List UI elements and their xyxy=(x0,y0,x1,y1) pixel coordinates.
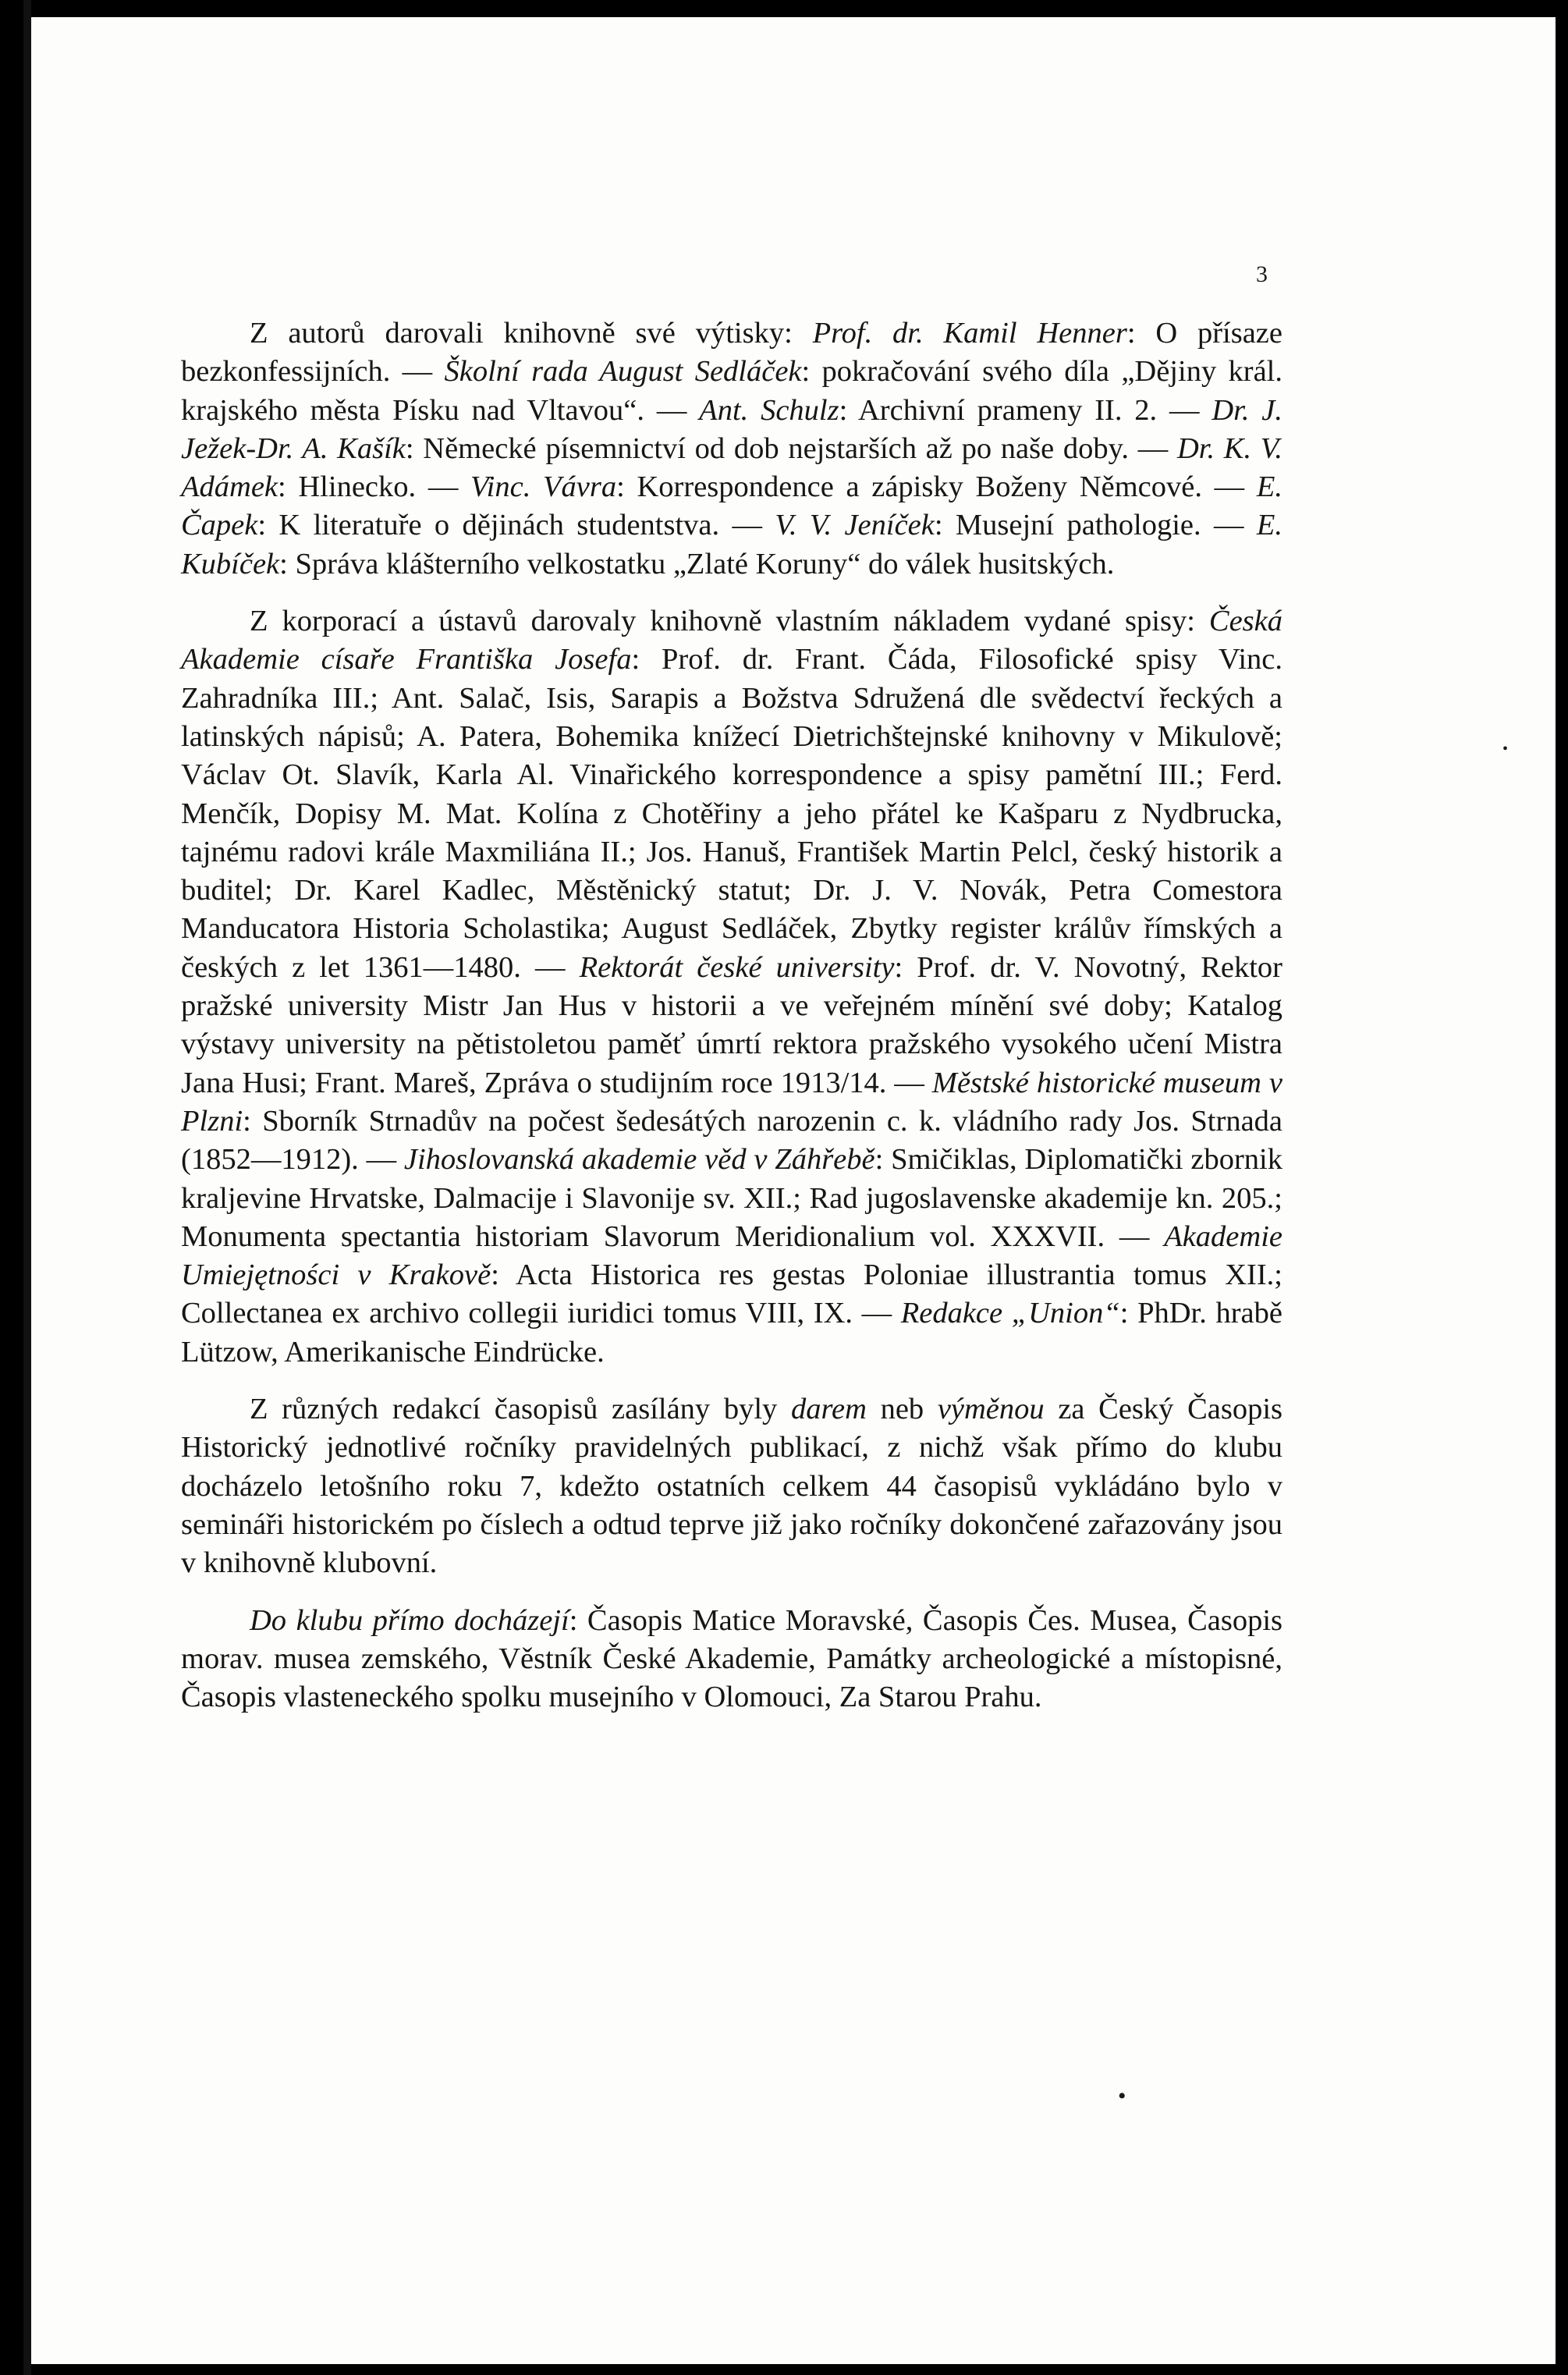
italic-text-run: Redakce „Union“ xyxy=(900,1297,1120,1330)
text-run: Z autorů darovali knihovně své výtisky: xyxy=(250,317,813,350)
text-run: Z různých redakcí časopisů zasílány byly xyxy=(250,1393,791,1426)
italic-text-run: Městské historické museum v Plzni xyxy=(181,1066,1282,1138)
text-run: : Hlinecko. — xyxy=(278,470,471,504)
italic-text-run: Česká Akademie císaře Františka Josefa xyxy=(181,605,1282,676)
italic-text-run: Dr. J. Ježek-Dr. A. Kašík xyxy=(181,393,1283,465)
text-run: : Smičiklas, Diplomatički zbornik kraljevine Hrvatske, Dalmacije i Slavonije sv. XII.; Rad jugoslavenske akademije kn. 205.; Monumenta spectantia historiam Slavorum Meridionalium vol. XXXVII. — xyxy=(181,1143,1282,1253)
paragraph-journals-direct xyxy=(181,1602,1282,1717)
paragraph-journal-exchange xyxy=(181,1390,1282,1582)
margin-dot-mark: • xyxy=(1502,740,1509,758)
body-text xyxy=(181,314,1282,1735)
italic-text-run: Dr. K. V. Adámek xyxy=(181,431,1282,504)
text-run: : K literatuře o dějinách studentstva. — xyxy=(257,509,775,542)
italic-text-run: darem xyxy=(790,1393,867,1426)
italic-text-run: Školní rada August Sedláček xyxy=(444,355,802,389)
italic-text-run: E. Čapek xyxy=(181,470,1282,542)
text-run: : Správa klášterního velkostatku „Zlaté Koruny“ do válek husitských. xyxy=(279,547,1115,580)
italic-text-run: V. V. Jeníček xyxy=(775,509,935,542)
text-run: : Musejní pathologie. — xyxy=(934,509,1257,542)
text-run: : Časopis Matice Moravské, Časopis Čes. Musea, Časopis morav. musea zemského, Věstník České Akademie, Památky archeologické a místopisné, Časopis vlasteneckého spolku musejního v Olomouci, Za Starou Prahu. xyxy=(181,1603,1282,1714)
italic-text-run: Do klubu přímo docházejí xyxy=(250,1603,569,1637)
text-run: za Český Časopis Historický jednotlivé ročníky pravidelných publikací, z nichž však přímo do klubu docházelo letošního roku 7, kdežto ostatních celkem 44 časopisů vykládáno bylo v semináři historickém po číslech a odtud teprve již jako ročníky dokončené zařazovány jsou v knihovně klubovní. xyxy=(181,1393,1282,1580)
text-run: : pokračování svého díla „Dějiny král. krajského města Písku nad Vltavou“. — xyxy=(181,355,1283,427)
text-run: : Prof. dr. V. Novotný, Rektor pražské university Mistr Jan Hus v historii a ve veřejném mínění své doby; Katalog výstavy university na pětistoletou paměť úmrtí rektora pražského vysokého učení Mistra Jana Husi; Frant. Mareš, Zpráva o studijním roce 1913/14. — xyxy=(181,950,1282,1099)
text-run: : Korrespondence a zápisky Boženy Němcové. — xyxy=(616,470,1257,504)
bottom-dot-mark: • xyxy=(1118,2083,1126,2109)
italic-text-run: Rektorát české university xyxy=(579,950,895,984)
italic-text-run: Akademie Umiejętności v Krakově xyxy=(181,1219,1282,1292)
text-run: neb xyxy=(866,1393,938,1426)
paragraph-donations-institutions xyxy=(181,602,1282,1372)
italic-text-run: E. Kubíček xyxy=(181,509,1282,580)
text-run: : Acta Historica res gestas Poloniae illustrantia tomus XII.; Collectanea ex archivo collegii iuridici tomus VIII, IX. — xyxy=(181,1259,1282,1330)
scan-left-edge xyxy=(23,0,31,2375)
text-run: : Archivní prameny II. 2. — xyxy=(839,393,1212,427)
italic-text-run: Ant. Schulz xyxy=(699,393,839,427)
text-run: : O přísaze bezkonfessijních. — xyxy=(181,317,1282,389)
italic-text-run: Jihoslovanská akademie věd v Záhřebě xyxy=(403,1143,875,1177)
text-run: : Prof. dr. Frant. Čáda, Filosofické spisy Vinc. Zahradníka III.; Ant. Salač, Isis, Sarapis a Božstva Sdružená dle svědectví řeckých a latinských nápisů; A. Patera, Bohemika knížecí Dietrichštejnské knihovny v Mikulově; Václav Ot. Slavík, Karla Al. Vinařického korrespondence a spisy pamětní III.; Ferd. Menčík, Dopisy M. Mat. Kolína z Chotěřiny a jeho přátel ke Kašparu z Nydbrucka, tajnému radovi krále Maxmiliána II.; Jos. Hanuš, František Martin Pelcl, český historik a buditel; Dr. Karel Kadlec, Městěnický statut; Dr. J. V. Novák, Petra Comestora Manducatora Historia Scholastika; August Sedláček, Zbytky register králův římských a českých z let 1361—1480. — xyxy=(181,643,1282,984)
text-run: Z korporací a ústavů darovaly knihovně vlastním nákladem vydané spisy: xyxy=(250,605,1209,638)
italic-text-run: výměnou xyxy=(937,1393,1045,1426)
text-run: : PhDr. hrabě Lützow, Amerikanische Eindrücke. xyxy=(181,1297,1282,1369)
page-number: 3 xyxy=(1256,261,1268,287)
text-run: : Německé písemnictví od dob nejstarších až po naše doby. — xyxy=(405,431,1177,465)
italic-text-run: Vinc. Vávra xyxy=(470,470,617,504)
paragraph-donations-authors xyxy=(181,314,1282,584)
italic-text-run: Prof. dr. Kamil Henner xyxy=(812,317,1127,350)
text-run: : Sborník Strnadův na počest šedesátých narozenin c. k. vládního rady Jos. Strnada (1852—1912). — xyxy=(181,1104,1282,1177)
